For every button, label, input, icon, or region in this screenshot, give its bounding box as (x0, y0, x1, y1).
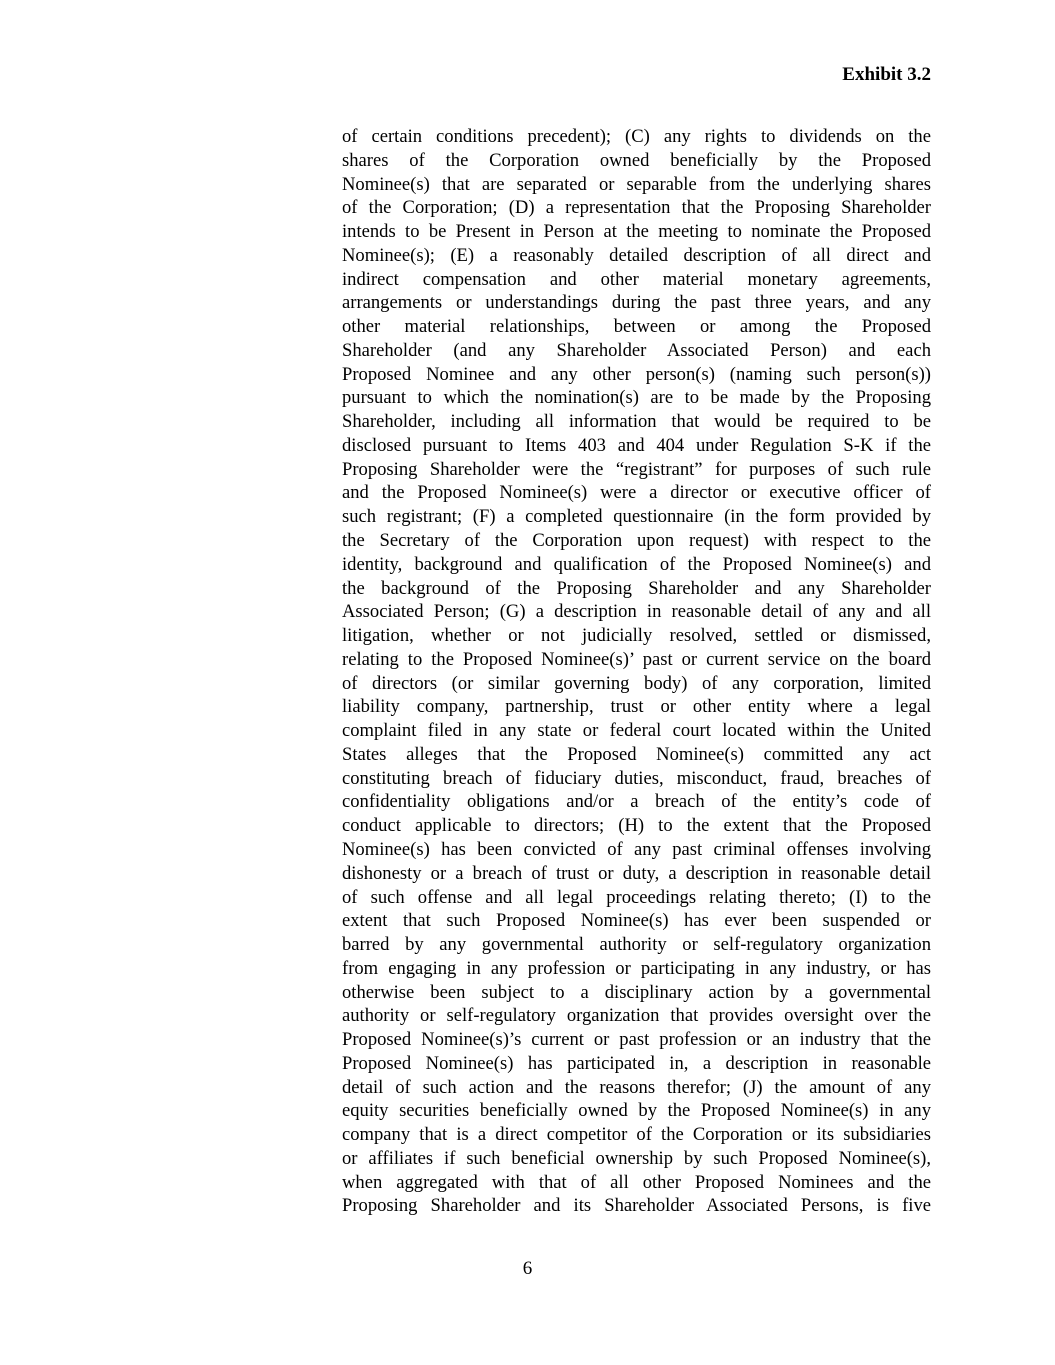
text-line: arrangements or understandings during the past three years, and any (342, 292, 931, 314)
text-line: or affiliates if such beneficial ownership by such Proposed Nominee(s), (342, 1147, 931, 1169)
text-line: confidentiality obligations and/or a breach of the entity’s code of (342, 791, 931, 813)
text-line: conduct applicable to directors; (H) to the extent that the Proposed (342, 815, 931, 837)
text-line: company that is a direct competitor of the Corporation or its subsidiaries (342, 1124, 931, 1146)
text-line: complaint filed in any state or federal court located within the United (342, 720, 931, 742)
text-line: States alleges that the Proposed Nominee(s) committed any act (342, 743, 931, 765)
text-line: indirect compensation and other material monetary agreements, (342, 268, 931, 290)
text-line: Proposed Nominee and any other person(s) (naming such person(s)) (342, 363, 931, 385)
text-line: Shareholder, including all information that would be required to be (342, 411, 931, 433)
body-text (342, 125, 931, 1218)
text-line: of such offense and all legal proceedings relating thereto; (I) to the (342, 886, 931, 908)
text-line: constituting breach of fiduciary duties, misconduct, fraud, breaches of (342, 767, 931, 789)
text-line: pursuant to which the nomination(s) are to be made by the Proposing (342, 387, 931, 409)
text-line: and the Proposed Nominee(s) were a director or executive officer of (342, 482, 931, 504)
text-line: dishonesty or a breach of trust or duty, a description in reasonable detail (342, 862, 931, 884)
text-line: detail of such action and the reasons therefor; (J) the amount of any (342, 1076, 931, 1098)
text-line: extent that such Proposed Nominee(s) has ever been suspended or (342, 910, 931, 932)
text-line: of the Corporation; (D) a representation that the Proposing Shareholder (342, 197, 931, 219)
page-number: 6 (522, 1258, 533, 1279)
text-line: of certain conditions precedent); (C) any rights to dividends on the (342, 126, 931, 147)
text-line: barred by any governmental authority or self-regulatory organization (342, 934, 931, 956)
text-line: disclosed pursuant to Items 403 and 404 under Regulation S-K if the (342, 434, 931, 456)
text-line: litigation, whether or not judicially resolved, settled or dismissed, (342, 625, 931, 647)
text-line: intends to be Present in Person at the meeting to nominate the Proposed (342, 221, 931, 243)
text-line: Nominee(s); (E) a reasonably detailed description of all direct and (342, 244, 931, 266)
text-line: Associated Person; (G) a description in reasonable detail of any and all (342, 601, 931, 623)
text-line: of directors (or similar governing body) of any corporation, limited (342, 672, 931, 694)
text-line: other material relationships, between or among the Proposed (342, 316, 931, 338)
text-line: such registrant; (F) a completed questionnaire (in the form provided by (342, 506, 931, 528)
text-line: Shareholder (and any Shareholder Associated Person) and each (342, 339, 931, 361)
text-line: Proposing Shareholder and its Shareholder Associated Persons, is five (342, 1195, 931, 1217)
text-line: the background of the Proposing Shareholder and any Shareholder (342, 577, 931, 599)
text-line: Proposing Shareholder were the “registrant” for purposes of such rule (342, 458, 931, 480)
text-line: equity securities beneficially owned by the Proposed Nominee(s) in any (342, 1100, 931, 1122)
text-line: the Secretary of the Corporation upon request) with respect to the (342, 530, 931, 552)
text-line: Proposed Nominee(s)’s current or past profession or an industry that the (342, 1029, 931, 1051)
text-line: Nominee(s) that are separated or separable from the underlying shares (342, 173, 931, 195)
text-line: authority or self-regulatory organization that provides oversight over the (342, 1005, 931, 1027)
text-line: liability company, partnership, trust or other entity where a legal (342, 696, 931, 718)
text-line: otherwise been subject to a disciplinary action by a governmental (342, 981, 931, 1003)
text-line: identity, background and qualification of the Proposed Nominee(s) and (342, 553, 931, 575)
text-line: when aggregated with that of all other Proposed Nominees and the (342, 1171, 931, 1193)
text-line: from engaging in any profession or participating in any industry, or has (342, 957, 931, 979)
text-line: shares of the Corporation owned beneficially by the Proposed (342, 149, 931, 171)
text-line: relating to the Proposed Nominee(s)’ past or current service on the board (342, 648, 931, 670)
text-line: Proposed Nominee(s) has participated in, a description in reasonable (342, 1052, 931, 1074)
text-line: Nominee(s) has been convicted of any past criminal offenses involving (342, 838, 931, 860)
exhibit-label: Exhibit 3.2 (842, 64, 931, 85)
